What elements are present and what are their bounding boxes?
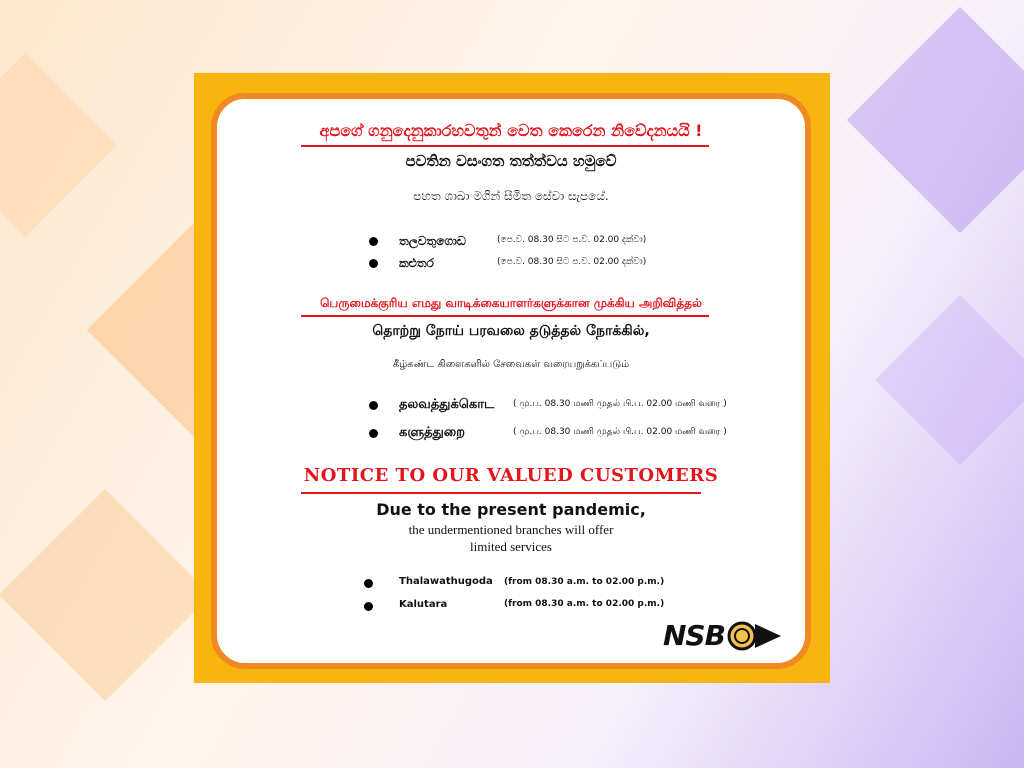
notice-frame — [194, 73, 830, 683]
tamil-intro: கீழ்கண்ட கிளைகளில் சேவைகள் வரையறுக்கப்படும் — [392, 359, 630, 370]
bullet — [369, 259, 378, 268]
branch-hours: ( மு.ப. 08.30 மணி முதல் பி.ப. 02.00 மணி வரை ) — [513, 427, 727, 437]
branch-name: தலவத்துக்கொட — [399, 397, 495, 412]
english-branch-row — [217, 597, 805, 619]
english-branch-row — [217, 575, 805, 597]
tamil-branch-row — [217, 396, 805, 418]
branch-hours: (from 08.30 a.m. to 02.00 p.m.) — [504, 577, 665, 587]
branch-name: Kalutara — [399, 599, 448, 610]
nsb-emblem-icon — [725, 619, 785, 653]
bg-diamond-2 — [0, 489, 211, 701]
english-heading: NOTICE TO OUR VALUED CUSTOMERS — [303, 465, 719, 486]
nsb-logo — [663, 619, 787, 653]
sinhala-intro: පහත ශාඛා මගින් සීමිත සේවා සැපයේ. — [413, 189, 609, 203]
branch-name: තලවතුගොඩ — [399, 234, 466, 248]
branch-name: කළුතර — [399, 256, 434, 270]
sinhala-subheading: පවතින වසංගත තත්ත්වය හමුවේ — [405, 152, 617, 170]
tamil-branch-row — [217, 424, 805, 446]
english-intro-line2: limited services — [470, 539, 552, 554]
nsb-logo-text: NSB — [663, 619, 725, 652]
bullet — [369, 401, 378, 410]
branch-hours: (from 08.30 a.m. to 02.00 p.m.) — [504, 599, 665, 609]
bullet — [369, 429, 378, 438]
bullet — [369, 237, 378, 246]
notice-card — [211, 93, 811, 669]
bullet — [364, 579, 373, 588]
tamil-heading: பெருமைக்குரிய எமது வாடிக்கையாளர்களுக்கான முக்கிய அறிவித்தல் — [320, 296, 702, 310]
bg-diamond-4 — [847, 7, 1024, 233]
sinhala-branch-row — [217, 233, 805, 255]
tamil-subheading: தொற்று நோய் பரவலை தடுத்தல் நோக்கில், — [372, 323, 650, 339]
branch-name: Thalawathugoda — [399, 576, 493, 587]
branch-hours: (පෙ.ව. 08.30 සිට ප.ව. 02.00 දක්වා) — [497, 235, 647, 245]
english-heading-rule — [301, 492, 701, 494]
tamil-heading-rule — [301, 315, 709, 317]
sinhala-branch-row — [217, 255, 805, 277]
english-subheading: Due to the present pandemic, — [376, 500, 646, 519]
branch-hours: ( மு.ப. 08.30 மணி முதல் பி.ப. 02.00 மணி வரை ) — [513, 399, 727, 409]
branch-name: களுத்துறை — [399, 425, 465, 440]
branch-hours: (පෙ.ව. 08.30 සිට ප.ව. 02.00 දක්වා) — [497, 257, 647, 267]
bg-diamond-3 — [0, 53, 117, 237]
sinhala-heading: අපගේ ගනුදෙනුකාරහවතුන් වෙත කෙරෙන නිවේදනයයි ! — [319, 121, 703, 140]
english-intro-line1: the undermentioned branches will offer — [408, 522, 614, 537]
bg-diamond-5 — [875, 295, 1024, 465]
bullet — [364, 602, 373, 611]
sinhala-heading-rule — [301, 145, 709, 147]
